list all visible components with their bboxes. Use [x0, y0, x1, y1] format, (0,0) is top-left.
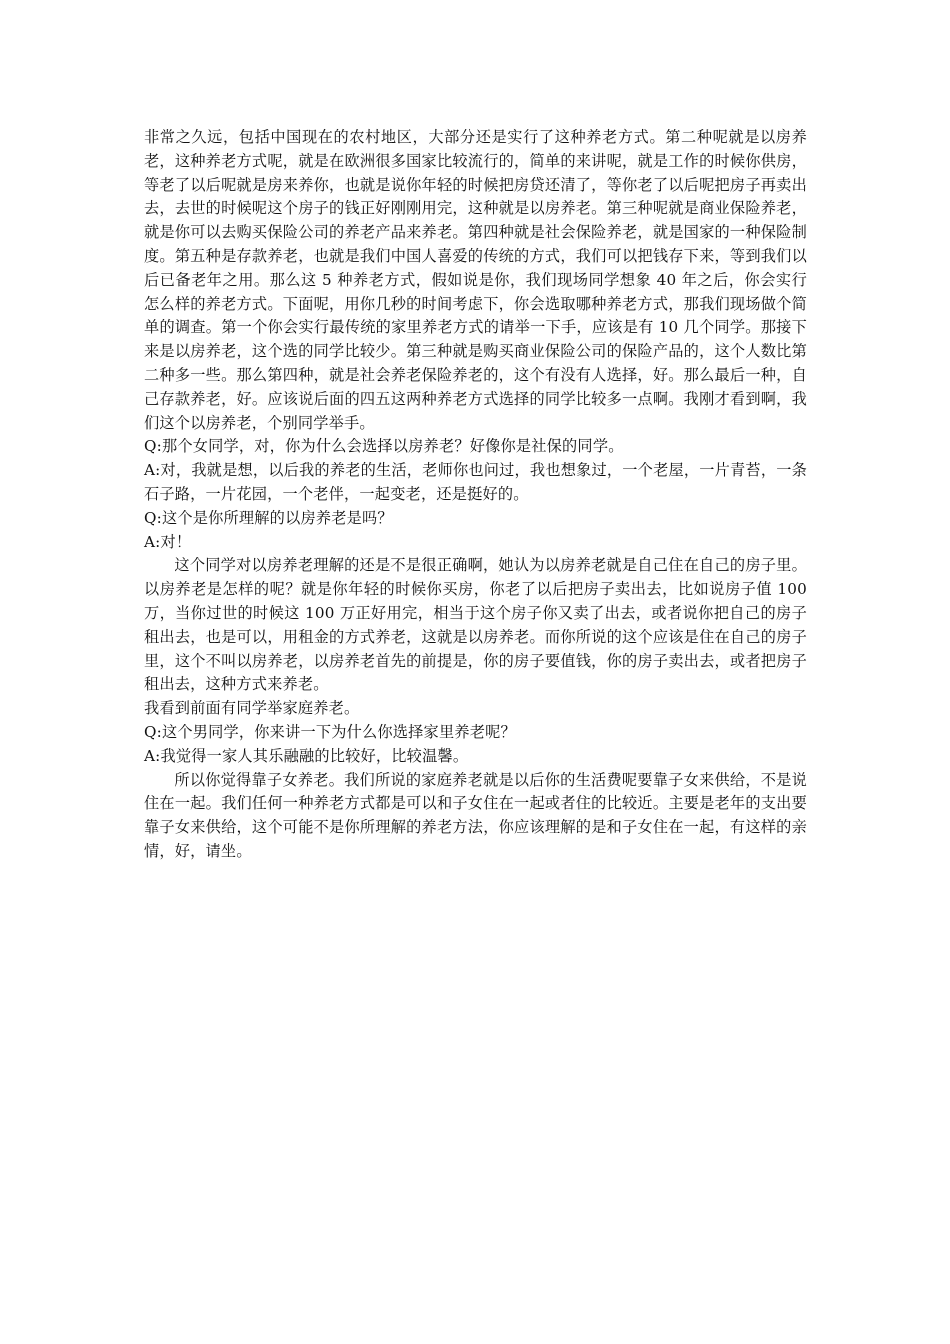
question-line: Q:这个是你所理解的以房养老是吗？: [144, 508, 393, 527]
answer-line: A:对！: [144, 532, 192, 551]
body-paragraph: 我看到前面有同学举家庭养老。: [144, 699, 360, 718]
body-paragraph: 所以你觉得靠子女养老。我们所说的家庭养老就是以后你的生活费呢要靠子女来供给，不是说住在一起。我们任何一种养老方式都是可以和子女住在一起或者住的比较近。主要是老年的支出要靠子女来供给，这个可能不是你所理解的养老方法，你应该理解的是和子女住在一起，有这样的亲情，好，请坐。: [144, 770, 807, 860]
body-paragraph: 非常之久远，包括中国现在的农村地区，大部分还是实行了这种养老方式。第二种呢就是以房养老，这种养老方式呢，就是在欧洲很多国家比较流行的，简单的来讲呢，就是工作的时候你供房，等老了以后呢就是房来养你，也就是说你年轻的时候把房贷还清了，等你老了以后呢把房子再卖出去，去世的时候呢这个房子的钱正好刚刚用完，这种就是以房养老。第三种呢就是商业保险养老，就是你可以去购买保险公司的养老产品来养老。第四种就是社会保险养老，就是国家的一种保险制度。第五种是存款养老，也就是我们中国人喜爱的传统的方式，我们可以把钱存下来，等到我们以后已备老年之用。那么这 5 种养老方式，假如说是你，我们现场同学想象 40 年之后，你会实行怎么样的养老方式。下面呢，用你几秒的时间考虑下，你会选取哪种养老方式，那我们现场做个简单的调查。第一个你会实行最传统的家里养老方式的请举一下手，应该是有 10 几个同学。那接下来是以房养老，这个选的同学比较少。第三种就是购买商业保险公司的保险产品的，这个人数比第二种多一些。那么第四种，就是社会养老保险养老的，这个有没有人选择，好。那么最后一种，自己存款养老，好。应该说后面的四五这两种养老方式选择的同学比较多一点啊。我刚才看到啊，我们这个以房养老，个别同学举手。: [144, 128, 807, 432]
document-page: [144, 126, 807, 864]
body-paragraph: 这个同学对以房养老理解的还是不是很正确啊，她认为以房养老就是自己住在自己的房子里。以房养老是怎样的呢？就是你年轻的时候你买房，你老了以后把房子卖出去，比如说房子值 100 万，当你过世的时候这 100 万正好用完，相当于这个房子你又卖了出去，或者说你把自己的房子租出去，也是可以，用租金的方式养老，这就是以房养老。而你所说的这个应该是住在自己的房子里，这个不叫以房养老，以房养老首先的前提是，你的房子要值钱，你的房子卖出去，或者把房子租出去，这种方式来养老。: [144, 556, 807, 694]
answer-line: A:对，我就是想，以后我的养老的生活，老师你也问过，我也想象过，一个老屋，一片青苔，一条石子路，一片花园，一个老伴，一起变老，还是挺好的。: [144, 461, 807, 503]
question-line: Q:那个女同学，对，你为什么会选择以房养老？好像你是社保的同学。: [144, 437, 624, 456]
answer-line: A:我觉得一家人其乐融融的比较好，比较温馨。: [144, 746, 469, 765]
question-line: Q:这个男同学，你来讲一下为什么你选择家里养老呢？: [144, 722, 516, 741]
